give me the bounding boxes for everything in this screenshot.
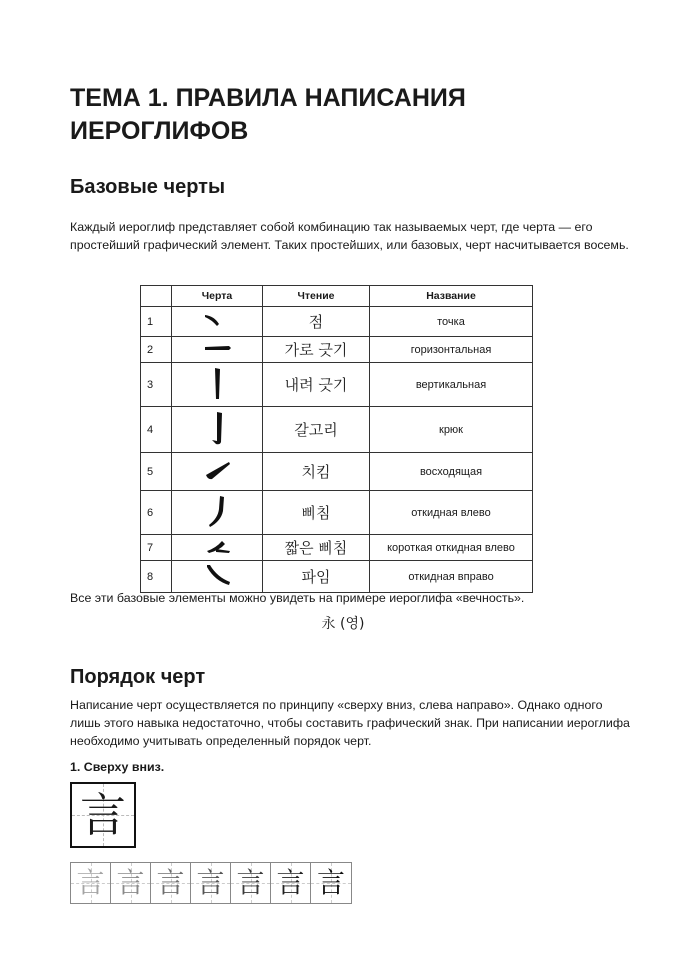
rising-stroke-icon — [172, 453, 263, 491]
rule-1-label: 1. Сверху вниз. — [70, 760, 165, 774]
left-falling-stroke-icon — [172, 491, 263, 535]
sequence-cell — [311, 863, 351, 903]
page-title: ТЕМА 1. ПРАВИЛА НАПИСАНИЯ ИЕРОГЛИФОВ — [70, 84, 466, 145]
sequence-character: 言 — [236, 866, 265, 899]
example-character: 永 (영) — [321, 616, 365, 632]
sequence-character: 言 — [156, 866, 185, 899]
table-row — [141, 337, 533, 363]
row-name: вертикальная — [370, 363, 533, 407]
sequence-character: 言 — [76, 866, 105, 899]
row-number: 2 — [141, 337, 172, 363]
row-name: откидная вправо — [370, 561, 533, 593]
row-number: 1 — [141, 307, 172, 337]
row-reading: 내려 긋기 — [263, 363, 370, 407]
sequence-cell — [111, 863, 151, 903]
dot-stroke-icon — [172, 307, 263, 337]
table-row — [141, 491, 533, 535]
strokes-table — [140, 285, 533, 593]
intro-paragraph: Каждый иероглиф представляет собой комбинацию так называемых черт, где черта — его простейший графический элемент. Таких простейших, или базовых, черт насчитывается восемь. — [70, 220, 629, 252]
table-header-stroke: Черта — [172, 286, 263, 307]
row-reading: 파임 — [263, 561, 370, 593]
row-number: 4 — [141, 407, 172, 453]
row-number: 5 — [141, 453, 172, 491]
sequence-character: 言 — [276, 866, 305, 899]
row-name: откидная влево — [370, 491, 533, 535]
large-character: 言 — [80, 788, 126, 842]
section-heading-stroke-order: Порядок черт — [70, 666, 206, 688]
row-name: восходящая — [370, 453, 533, 491]
row-reading: 갈고리 — [263, 407, 370, 453]
stroke-sequence-strip — [70, 862, 352, 904]
table-row — [141, 535, 533, 561]
sequence-cell — [191, 863, 231, 903]
row-reading: 치킴 — [263, 453, 370, 491]
table-header-name: Название — [370, 286, 533, 307]
row-reading: 가로 긋기 — [263, 337, 370, 363]
row-reading: 짧은 삐침 — [263, 535, 370, 561]
row-reading: 점 — [263, 307, 370, 337]
sequence-character: 言 — [316, 866, 345, 899]
row-name: горизонтальная — [370, 337, 533, 363]
sequence-character: 言 — [196, 866, 225, 899]
row-name: точка — [370, 307, 533, 337]
table-row — [141, 363, 533, 407]
short-left-falling-stroke-icon — [172, 535, 263, 561]
table-header-num — [141, 286, 172, 307]
horizontal-stroke-icon — [172, 337, 263, 363]
table-row — [141, 453, 533, 491]
row-reading: 삐침 — [263, 491, 370, 535]
sequence-cell — [271, 863, 311, 903]
table-row — [141, 561, 533, 593]
row-name: короткая откидная влево — [370, 535, 533, 561]
row-number: 7 — [141, 535, 172, 561]
row-name: крюк — [370, 407, 533, 453]
sequence-character: 言 — [116, 866, 145, 899]
row-number: 6 — [141, 491, 172, 535]
example-sentence: Все эти базовые элементы можно увидеть на примере иероглифа «вечность». — [70, 591, 525, 605]
row-number: 3 — [141, 363, 172, 407]
row-number: 8 — [141, 561, 172, 593]
sequence-cell — [231, 863, 271, 903]
vertical-stroke-icon — [172, 363, 263, 407]
sequence-cell — [151, 863, 191, 903]
table-header-row — [141, 286, 533, 307]
hook-stroke-icon — [172, 407, 263, 453]
large-character-box — [70, 782, 136, 848]
table-row — [141, 407, 533, 453]
sequence-cell — [71, 863, 111, 903]
stroke-order-paragraph: Написание черт осуществляется по принципу «сверху вниз, слева направо». Однако одного лишь этого навыка недостаточно, чтобы составить графический знак. При написании иероглифа необходимо учитывать определенный порядок черт. — [70, 698, 630, 748]
table-header-reading: Чтение — [263, 286, 370, 307]
section-heading-basic-strokes: Базовые черты — [70, 176, 226, 198]
right-falling-stroke-icon — [172, 561, 263, 593]
table-row — [141, 307, 533, 337]
